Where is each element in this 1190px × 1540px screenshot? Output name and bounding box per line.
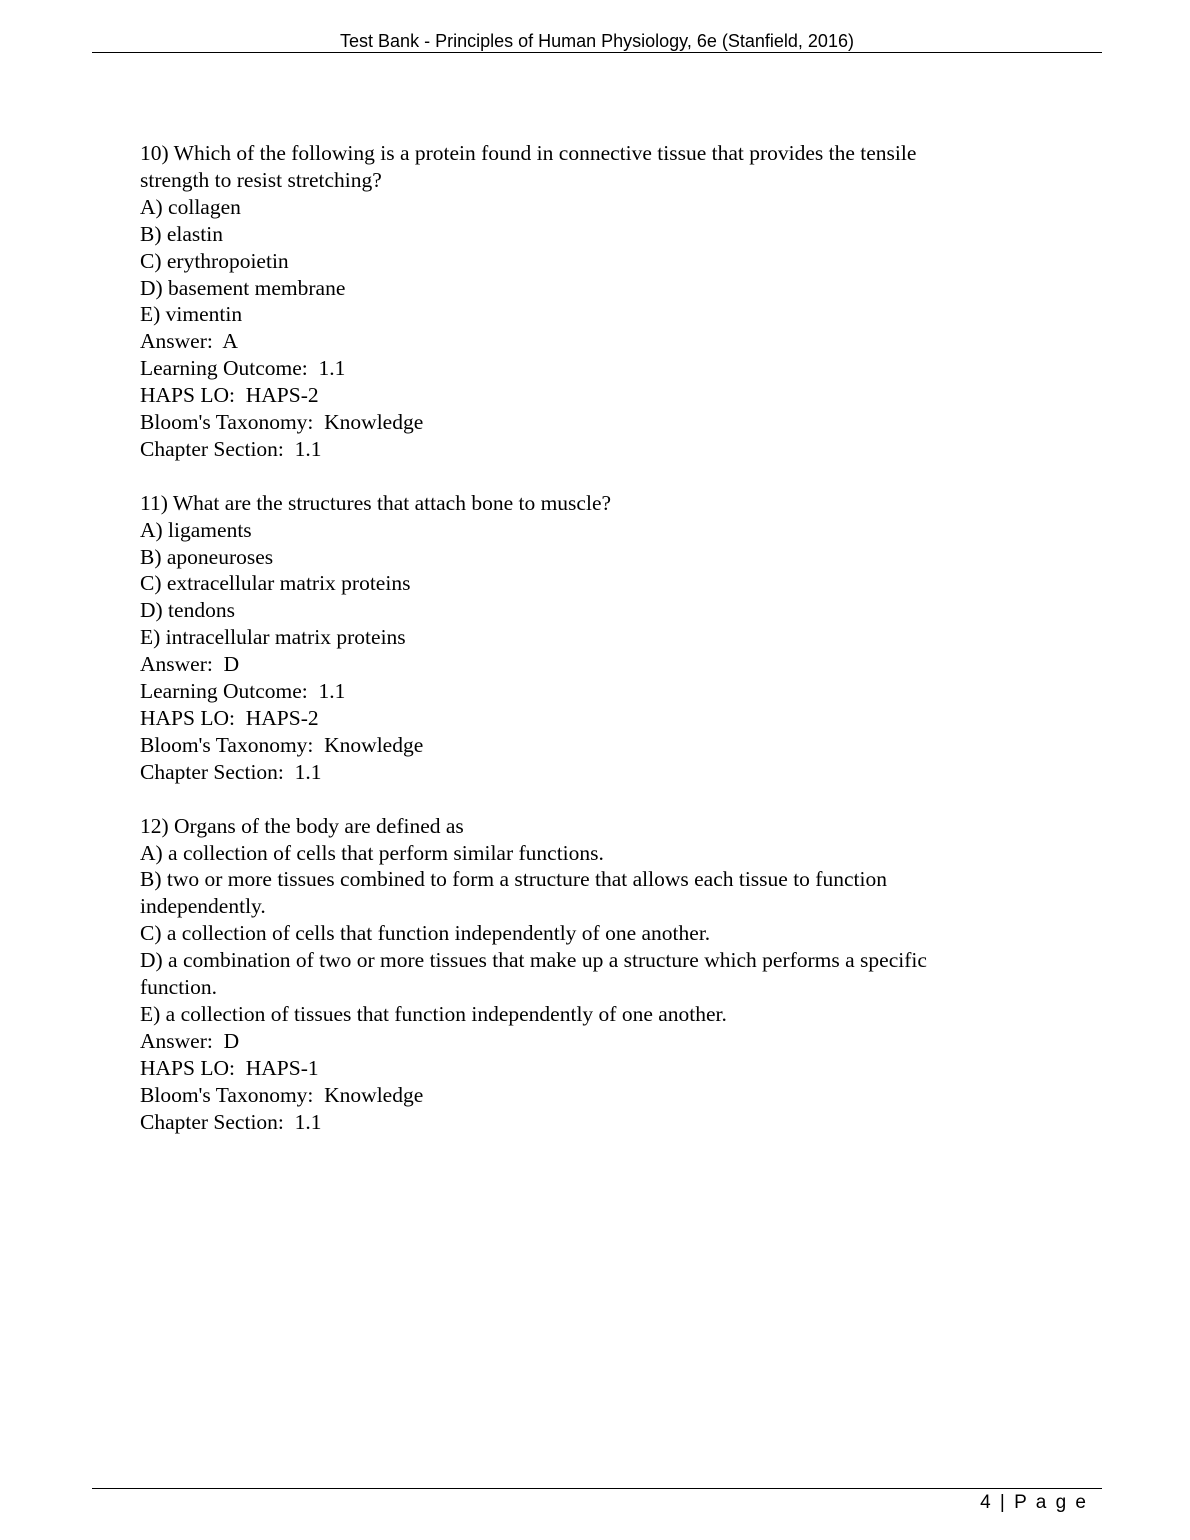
- learning-outcome: Learning Outcome: 1.1: [140, 356, 346, 381]
- answer-option: D) basement membrane: [140, 275, 346, 300]
- blooms-taxonomy: Bloom's Taxonomy: Knowledge: [140, 410, 424, 435]
- footer-divider: [92, 1488, 1102, 1489]
- page-header-title: Test Bank - Principles of Human Physiology, 6e (Stanfield, 2016): [340, 31, 854, 51]
- blooms-taxonomy: Bloom's Taxonomy: Knowledge: [140, 732, 424, 757]
- header-divider: [92, 52, 1102, 53]
- answer-key: Answer: D: [140, 652, 240, 677]
- answer-key: Answer: D: [140, 1028, 240, 1053]
- chapter-section: Chapter Section: 1.1: [140, 1109, 322, 1134]
- answer-option: E) vimentin: [140, 302, 243, 327]
- answer-option: D) a combination of two or more tissues that make up a structure which performs a specific: [140, 948, 927, 973]
- answer-option: B) aponeuroses: [140, 544, 274, 569]
- haps-lo: HAPS LO: HAPS-2: [140, 706, 319, 731]
- haps-lo: HAPS LO: HAPS-1: [140, 1055, 319, 1080]
- chapter-section: Chapter Section: 1.1: [140, 436, 322, 461]
- learning-outcome: Learning Outcome: 1.1: [140, 679, 346, 704]
- answer-option: function.: [140, 975, 218, 1000]
- chapter-section: Chapter Section: 1.1: [140, 759, 322, 784]
- haps-lo: HAPS LO: HAPS-2: [140, 383, 319, 408]
- question-list: [140, 140, 1010, 1162]
- answer-option: A) ligaments: [140, 517, 252, 542]
- question-stem: 11) What are the structures that attach bone to muscle?: [140, 490, 612, 515]
- answer-option: independently.: [140, 894, 266, 919]
- answer-option: C) extracellular matrix proteins: [140, 571, 411, 596]
- answer-key: Answer: A: [140, 329, 238, 354]
- question-stem: 12) Organs of the body are defined as: [140, 813, 464, 838]
- blooms-taxonomy: Bloom's Taxonomy: Knowledge: [140, 1082, 424, 1107]
- answer-option: E) intracellular matrix proteins: [140, 625, 406, 650]
- question-stem: 10) Which of the following is a protein found in connective tissue that provides the tensile: [140, 141, 917, 165]
- answer-option: B) elastin: [140, 221, 223, 246]
- question-block: [140, 813, 1010, 1136]
- page-number: 4 | P a g e: [980, 1492, 1088, 1513]
- answer-option: D) tendons: [140, 598, 235, 623]
- question-block: [140, 140, 1010, 463]
- question-block: [140, 490, 1010, 786]
- answer-option: B) two or more tissues combined to form a structure that allows each tissue to function: [140, 867, 887, 892]
- question-stem: strength to resist stretching?: [140, 167, 382, 192]
- answer-option: A) collagen: [140, 194, 241, 219]
- answer-option: E) a collection of tissues that function independently of one another.: [140, 1001, 727, 1026]
- answer-option: A) a collection of cells that perform similar functions.: [140, 840, 604, 865]
- answer-option: C) erythropoietin: [140, 248, 289, 273]
- answer-option: C) a collection of cells that function independently of one another.: [140, 921, 711, 946]
